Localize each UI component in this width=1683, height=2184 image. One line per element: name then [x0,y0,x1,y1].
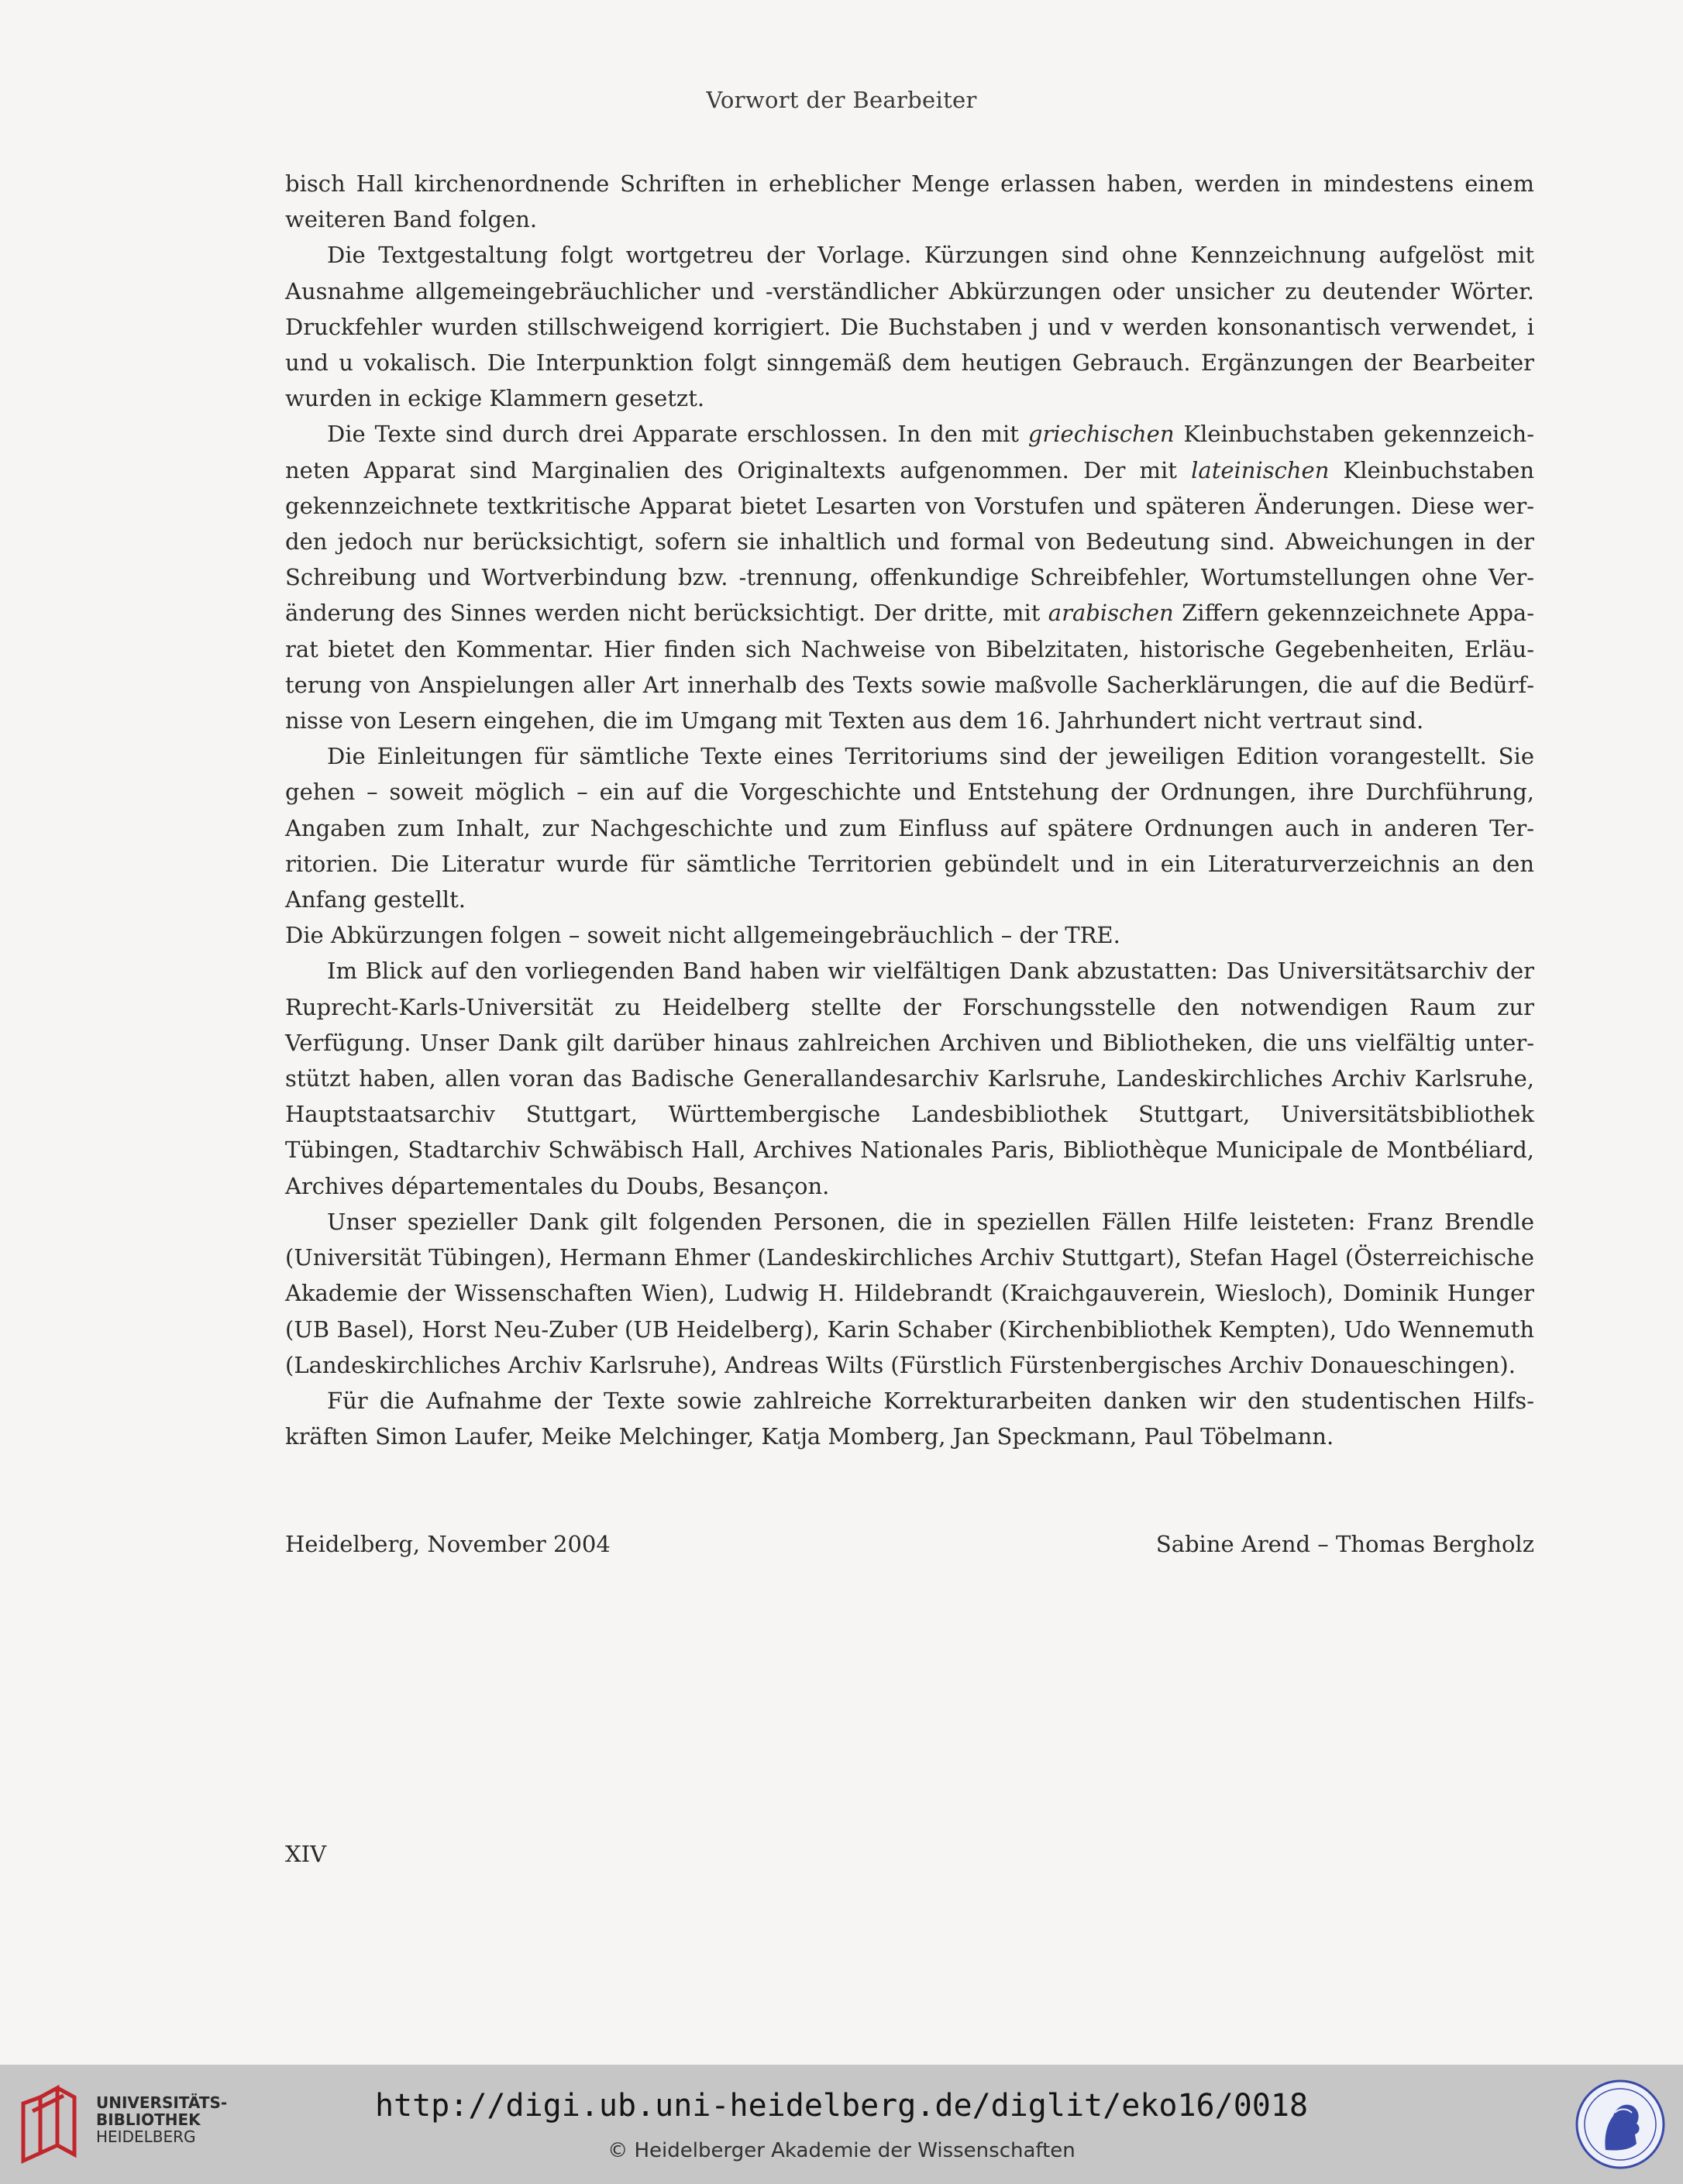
library-name-line-1: UNIVERSITÄTS- [96,2093,228,2112]
authors: Sabine Arend – Thomas Bergholz [1155,1531,1534,1557]
academy-seal-icon [1575,2079,1666,2170]
paragraph: Die Textgestaltung folgt wortgetreu der Vorlage. Kürzungen sind ohne Kennzeichnung aufgelöst mit Ausnahme allgemeingebräuchlicher und -verständlicher Abkürzungen oder unsicher zu deutender Wörter. Druckfehler wurden stillschweigend korrigiert. Die Buchstaben j und v werden konsonantisch verwendet, i und u vokalisch. Die Interpunktion folgt sinngemäß dem heutigen Gebrauch. Ergänzungen der Bearbeiter wurden in eckige Klammern gesetzt. [285,242,1534,412]
paragraph: bisch Hall kirchenordnende Schriften in erheblicher Menge erlassen haben, werden in mindestens einem weiteren Band folgen. [285,170,1534,233]
footer-bar [0,2065,1683,2184]
paragraph: Die Texte sind durch drei Apparate erschlossen. In den mit griechischen Kleinbuchstaben gekennzeichneten Apparat sind Marginalien des Originaltexts aufgenommen. Der mit lateinischen Kleinbuchstaben gekennzeichnete textkritische Apparat bietet Lesarten von Vorstufen und späteren Änderungen. Diese werden jedoch nur berücksichtigt, sofern sie inhaltlich und formal von Bedeutung sind. Abweichungen in der Schreibung und Wortverbindung bzw. -trennung, offenkundige Schreibfehler, Wortumstellungen ohne Veränderung des Sinnes werden nicht berücksichtigt. Der dritte, mit arabischen Ziffern gekennzeichnete Apparat bietet den Kommentar. Hier finden sich Nachweise von Bibelzitaten, historische Gegebenheiten, Erläuterung von Anspielungen aller Art innerhalb des Texts sowie maßvolle Sacherklärungen, die auf die Bedürfnisse von Lesern eingehen, die im Umgang mit Texten aus dem 16. Jahrhundert nicht vertraut sind. [285,421,1534,734]
paragraph: Für die Aufnahme der Texte sowie zahlreiche Korrekturarbeiten danken wir den studentischen Hilfskräften Simon Laufer, Meike Melchinger, Katja Momberg, Jan Speckmann, Paul Töbelmann. [285,1387,1534,1450]
paragraph: Im Blick auf den vorliegenden Band haben wir vielfältigen Dank abzustatten: Das Universitätsarchiv der Ruprecht-Karls-Universität zu Heidelberg stellte der Forschungsstelle den notwendigen Raum zur Verfügung. Unser Dank gilt darüber hinaus zahlreichen Archiven und Bibliotheken, die uns vielfältig unterstützt haben, allen voran das Badische Generallandesarchiv Karlsruhe, Landeskirchliches Archiv Karlsruhe, Hauptstaatsarchiv Stuttgart, Württembergische Landesbibliothek Stuttgart, Universitätsbibliothek Tübingen, Stadtarchiv Schwäbisch Hall, Archives Nationales Paris, Bibliothèque Municipale de Montbéliard, Archives départementales du Doubs, Besançon. [285,958,1534,1199]
place-date: Heidelberg, November 2004 [285,1531,611,1557]
running-head: Vorwort der Bearbeiter [706,87,977,113]
permalink-url[interactable]: http://digi.ub.uni-heidelberg.de/diglit/eko16/0018 [374,2088,1309,2124]
page-number: XIV [285,1841,327,1867]
library-name-line-3: HEIDELBERG [96,2127,196,2146]
library-name-line-2: BIBLIOTHEK [96,2110,201,2129]
body-text [285,166,1534,1454]
paragraph: Die Einleitungen für sämtliche Texte eines Territoriums sind der jeweiligen Edition vorangestellt. Sie gehen – soweit möglich – ein auf die Vorgeschichte und Entstehung der Ordnungen, ihre Durchführung, Angaben zum Inhalt, zur Nachgeschichte und zum Einfluss auf spätere Ordnungen auch in anderen Territorien. Die Literatur wurde für sämtliche Territorien gebündelt und in ein Literaturverzeichnis an den Anfang gestellt. [285,743,1534,913]
copyright-notice: © Heidelberger Akademie der Wissenschaften [607,2139,1076,2162]
paragraph: Unser spezieller Dank gilt folgenden Personen, die in speziellen Fällen Hilfe leisteten: Franz Brendle (Universität Tübingen), Hermann Ehmer (Landeskirchliches Archiv Stuttgart), Stefan Hagel (Österreichische Akademie der Wissenschaften Wien), Ludwig H. Hildebrandt (Kraichgauverein, Wiesloch), Dominik Hunger (UB Basel), Horst Neu-Zuber (UB Heidelberg), Karin Schaber (Kirchenbibliothek Kempten), Udo Wennemuth (Landeskirchliches Archiv Karlsruhe), Andreas Wilts (Fürstlich Fürstenbergisches Archiv Donaueschingen). [285,1208,1534,1378]
paragraph: Die Abkürzungen folgen – soweit nicht allgemeingebräuchlich – der TRE. [285,922,1120,949]
signature-line [285,1526,1534,1562]
